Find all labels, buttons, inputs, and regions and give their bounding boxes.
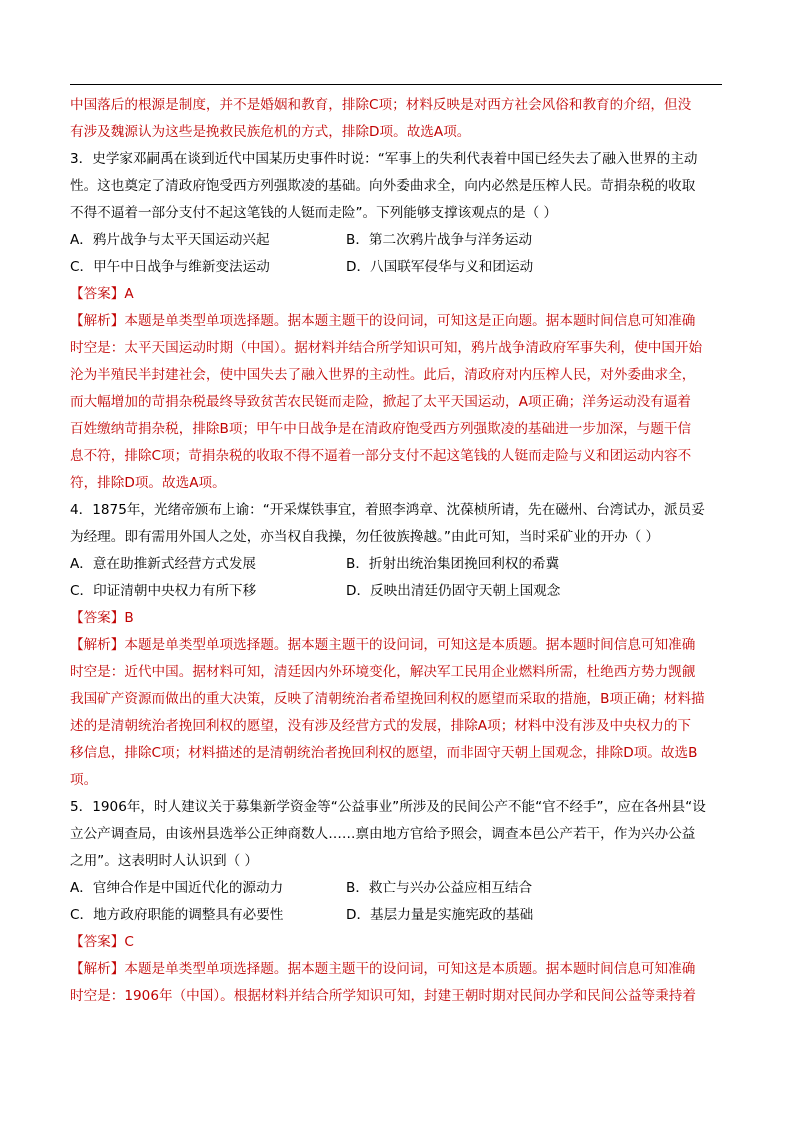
analysis-line: 时空是：1906年（中国）。根据材料并结合所学知识可知，封建王朝时期对民间办学和民间公益等秉持着: [70, 988, 696, 1004]
question-4: [70, 497, 724, 794]
question-stem-line: 5．1906年，时人建议关于募集新学资金等“公益事业”所涉及的民间公产不能“官不经手”，应在各州县“设: [70, 799, 706, 815]
question-stem-line: 4．1875年，光绪帝颁布上谕：“开采煤铁事宜，着照李鸿章、沈葆桢所请，先在磁州、台湾试办，派员妥: [70, 502, 705, 518]
option-d: D．反映出清廷仍固守天朝上国观念: [346, 583, 561, 599]
question-stem-line: 不得不逼着一部分支付不起这笔钱的人铤而走险”。下列能够支撑该观点的是（ ）: [70, 205, 558, 221]
analysis-text: 本题是单类型单项选择题。据本题主题干的设问词，可知这是本质题。据本题时间信息可知准确: [124, 961, 696, 977]
options-row: [70, 551, 724, 578]
analysis-line: 息不符，排除C项；苛捐杂税的收取不得不逼着一部分支付不起这笔钱的人铤而走险与义和团运动内容不: [70, 448, 692, 464]
analysis-line: 述的是清朝统治者挽回利权的愿望，没有涉及经营方式的发展，排除A项；材料中没有涉及中央权力的下: [70, 718, 692, 734]
option-a: A．鸦片战争与太平天国运动兴起: [70, 232, 270, 248]
question-stem-line: 3．史学家邓嗣禹在谈到近代中国某历史事件时说：“军事上的失利代表着中国已经失去了融入世界的主动: [70, 151, 698, 167]
document-content: [70, 92, 724, 1010]
analysis-line: 我国矿产资源而做出的重大决策，反映了清朝统治者希望挽回利权的愿望而采取的措施，B项正确；材料描: [70, 691, 705, 707]
option-c: C．甲午中日战争与维新变法运动: [70, 259, 270, 275]
answer-line: [70, 605, 724, 632]
options-row: [70, 902, 724, 929]
answer-label: 【答案】: [70, 934, 125, 950]
analysis-text: 本题是单类型单项选择题。据本题主题干的设问词，可知这是正向题。据本题时间信息可知准确: [124, 313, 696, 329]
question-stem-line: 立公产调查局，由该州县选举公正绅商数人……禀由地方官给予照会，调查本邑公产若干，作为兴办公益: [70, 826, 696, 842]
option-d: D．八国联军侵华与义和团运动: [346, 259, 534, 275]
analysis-text: 本题是单类型单项选择题。据本题主题干的设问词，可知这是本质题。据本题时间信息可知准确: [124, 637, 696, 653]
answer-label: 【答案】: [70, 610, 125, 626]
option-c: C．地方政府职能的调整具有必要性: [70, 907, 284, 923]
analysis-line: [70, 632, 724, 659]
answer-value: B: [124, 610, 134, 626]
analysis-line: 沦为半殖民半封建社会，使中国失去了融入世界的主动性。此后，清政府对内压榨人民，对外委曲求全，: [70, 367, 696, 383]
header-rule: [70, 84, 722, 85]
answer-value: C: [124, 934, 134, 950]
option-b: B．救亡与兴办公益应相互结合: [346, 880, 533, 896]
analysis-line: 符，排除D项。故选A项。: [70, 475, 226, 491]
analysis-line: 移信息，排除C项；材料描述的是清朝统治者挽回利权的愿望，而非固守天朝上国观念，排除D项。故选B: [70, 745, 698, 761]
question-stem-line: 之用”。这表明时人认识到（ ）: [70, 853, 259, 869]
analysis-line: 项。: [70, 772, 98, 788]
option-b: B．折射出统治集团挽回利权的希冀: [346, 556, 560, 572]
answer-value: A: [124, 286, 134, 302]
analysis-line: 而大幅增加的苛捐杂税最终导致贫苦农民铤而走险，掀起了太平天国运动，A项正确；洋务运动没有逼着: [70, 394, 692, 410]
prev-analysis: [70, 92, 724, 146]
analysis-line: 时空是：近代中国。据材料可知，清廷因内外环境变化，解决军工民用企业燃料所需，杜绝西方势力觊觎: [70, 664, 696, 680]
question-3: [70, 146, 724, 497]
analysis-line: 百姓缴纳苛捐杂税，排除B项；甲午中日战争是在清政府饱受西方列强欺凌的基础进一步加深，与题干信: [70, 421, 692, 437]
option-a: A．官绅合作是中国近代化的源动力: [70, 880, 284, 896]
answer-line: [70, 929, 724, 956]
analysis-line: 时空是：太平天国运动时期（中国）。据材料并结合所学知识可知，鸦片战争清政府军事失利，使中国开始: [70, 340, 703, 356]
options-row: [70, 254, 724, 281]
analysis-line: [70, 956, 724, 983]
question-stem-line: 为经理。即有需用外国人之处，亦当权自我操，勿任彼族搀越。”由此可知，当时采矿业的开办（ ）: [70, 529, 660, 545]
analysis-line: [70, 308, 724, 335]
options-row: [70, 578, 724, 605]
option-a: A．意在助推新式经营方式发展: [70, 556, 257, 572]
options-row: [70, 875, 724, 902]
question-stem-line: 性。这也奠定了清政府饱受西方列强欺凌的基础。向外委曲求全，向内必然是压榨人民。苛捐杂税的收取: [70, 178, 696, 194]
analysis-label: 【解析】: [70, 313, 125, 329]
analysis-label: 【解析】: [70, 637, 125, 653]
analysis-label: 【解析】: [70, 961, 125, 977]
option-b: B．第二次鸦片战争与洋务运动: [346, 232, 533, 248]
analysis-line: 有涉及魏源认为这些是挽救民族危机的方式，排除D项。故选A项。: [70, 124, 471, 140]
question-5: [70, 794, 724, 1010]
analysis-line: 中国落后的根源是制度，并不是婚姻和教育，排除C项；材料反映是对西方社会风俗和教育的介绍，但没: [70, 97, 692, 113]
answer-line: [70, 281, 724, 308]
options-row: [70, 227, 724, 254]
answer-label: 【答案】: [70, 286, 125, 302]
option-c: C．印证清朝中央权力有所下移: [70, 583, 257, 599]
option-d: D．基层力量是实施宪政的基础: [346, 907, 534, 923]
